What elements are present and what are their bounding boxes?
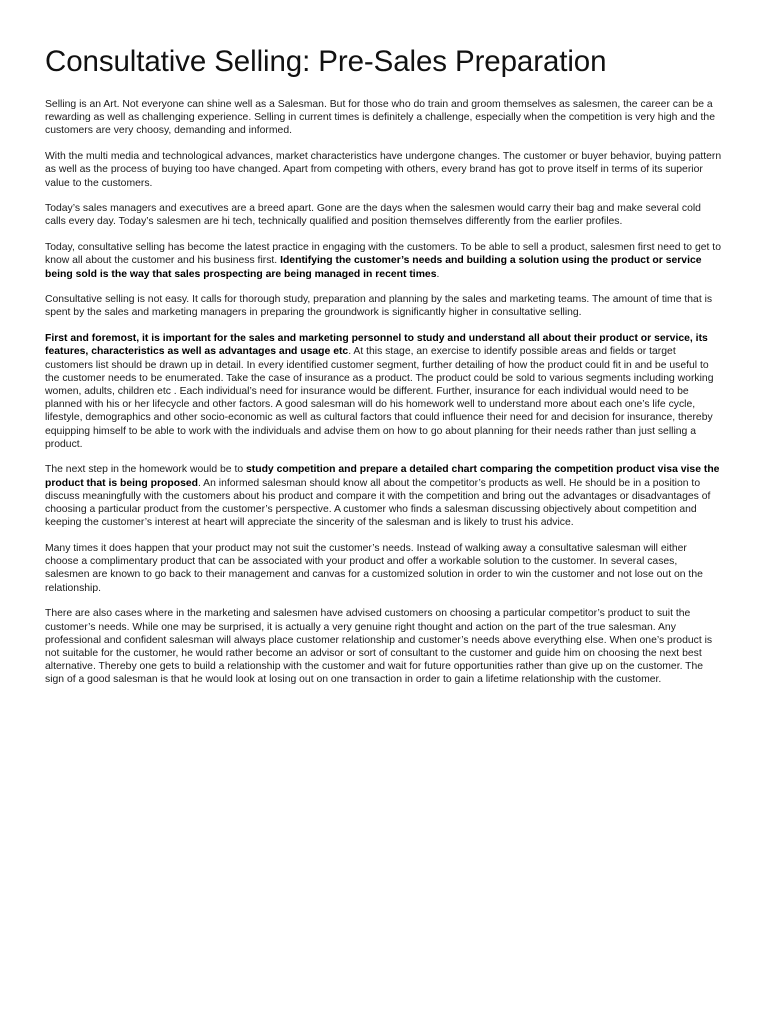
paragraph-8: Many times it does happen that your product may not suit the customer’s needs. Instead of walking away a consultative salesman will either choose a complimentary product that can be associated with your product and offer a workable solution to the customer. In several cases, salesmen are known to go back to their management and canvas for a customized solution in order to win the customer and not lose out on the relationship. xyxy=(45,542,703,594)
paragraph-7-emphasis: study competition and prepare a detailed chart comparing the competition product visa vise the product that is being proposed xyxy=(45,464,720,489)
paragraph-4-text: Today, consultative selling has become the latest practice in engaging with the customers. To be able to sell a product, salesmen first need to get to know all about the customer and his business first. xyxy=(45,242,721,267)
paragraph-4-tail: . xyxy=(436,268,440,280)
paragraph-4 xyxy=(45,241,723,281)
paragraph-7-tail: . An informed salesman should know all about the competitor’s products as well. He should be in a position to discuss meaningfully with the customers about his product and compare it with the competition and bring out the advantages or disadvantages of choosing a particular product from the customer’s perspective. A customer who finds a salesman discussing objectively about competition and keeping the customer’s interest at heart will appreciate the sincerity of the salesman and is likely to trust his advice. xyxy=(45,477,711,529)
paragraph-6-emphasis: First and foremost, it is important for the sales and marketing personnel to study and understand all about their product or service, its features, characteristics as well as advantages and usage etc xyxy=(45,333,708,358)
paragraph-6-text: . At this stage, an exercise to identify possible areas and fields or target customers list should be drawn up in detail. In every identified customer segment, further detailing of how the product could fit in and be useful to the customer needs to be enumerated. Take the case of insurance as a product. The product could be sold to various segments including working women, adults, children etc . Each individual’s need for insurance would be different. Further, insurance for each individual would need to be planned with his or her lifecycle and other factors. A good salesman will do his homework well to understand more about each one’s life cycle, lifestyle, demographics and other socio-economic as well as cultural factors that could influence their need for and decision for insurance, thereby equipping himself to be able to work with the individuals and advise them on how to go about planning for their needs rather than just selling a product. xyxy=(45,346,714,450)
paragraph-2: With the multi media and technological advances, market characteristics have undergone changes. The customer or buyer behavior, buying pattern as well as the process of buying too have changed. Apart from competing with others, every brand has got to prove itself in terms of its superior value to the customers. xyxy=(45,151,722,189)
paragraph-7 xyxy=(45,463,723,529)
paragraph-4-emphasis: Identifying the customer’s needs and building a solution using the product or service being sold is the way that sales prospecting are being managed in recent times xyxy=(45,255,702,280)
document-page xyxy=(45,44,723,699)
paragraph-9: There are also cases where in the marketing and salesmen have advised customers on choosing a particular competitor’s product to suit the customer’s needs. While one may be surprised, it is actually a very genuine right thought and action on the part of the true salesman. Any professional and confident salesman will always place customer relationship and customer’s needs above everything else. When one’s product is not suitable for the customer, he would rather become an advisor or sort of consultant to the customer and guide him on choosing the next best alternative. Thereby one gets to build a relationship with the customer and wait for future opportunities rather than give up on the customer. The sign of a good salesman is that he would look at losing out on one transaction in order to gain a lifetime relationship with the customer. xyxy=(45,608,713,686)
paragraph-5: Consultative selling is not easy. It calls for thorough study, preparation and planning by the sales and marketing teams. The amount of time that is spent by the sales and marketing managers in preparing the groundwork is significantly higher in consultative selling. xyxy=(45,294,713,319)
paragraph-3: Today’s sales managers and executives are a breed apart. Gone are the days when the salesmen would carry their bag and make several cold calls every day. Today’s salesmen are hi tech, technically qualified and position themselves differently from the earlier profiles. xyxy=(45,203,701,228)
paragraph-7-text: The next step in the homework would be to xyxy=(45,464,246,476)
paragraph-6 xyxy=(45,332,723,451)
page-title: Consultative Selling: Pre-Sales Preparation xyxy=(45,45,607,78)
paragraph-1: Selling is an Art. Not everyone can shine well as a Salesman. But for those who do train and groom themselves as salesmen, the career can be a rewarding as well as challenging experience. Selling in current times is definitely a challenge, especially when the competition is very high and the customers are very choosy, demanding and informed. xyxy=(45,99,715,137)
